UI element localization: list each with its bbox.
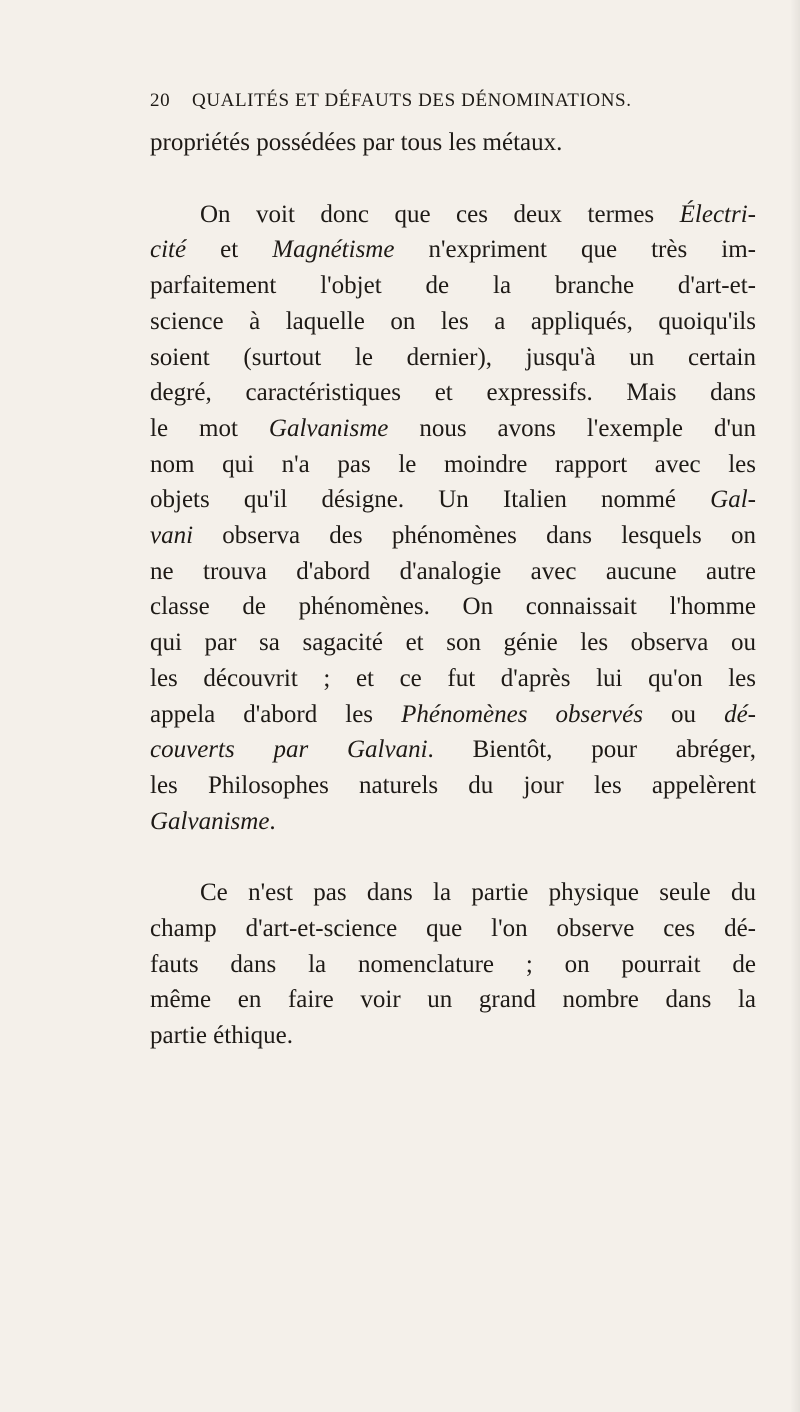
text-line [150,804,756,840]
text-line [150,268,756,304]
running-header [150,90,750,112]
paragraph [150,875,756,1054]
text-line [150,197,756,233]
text-run: propriétés possédées par tous les métaux. [150,129,563,156]
text-line [150,947,756,983]
italic-term: dé- [724,700,756,728]
text-line [150,411,756,447]
text-run: ne trouva d'abord d'analogie avec aucune autre [150,557,756,585]
text-run: n'expriment que très im- [394,236,756,264]
text-run: nous avons l'exemple d'un [388,414,756,442]
text-line [150,447,756,483]
text-run: objets qu'il désigne. Un Italien nommé [150,486,711,514]
text-run: Ce n'est pas dans la partie physique seule du [200,879,756,907]
text-run: classe de phénomènes. On connaissait l'homme [150,593,756,621]
italic-term: Galvanisme [150,807,270,835]
text-run: et [186,236,273,264]
text-run: ou [642,700,725,728]
text-run: observa des phénomènes dans lesquels on [193,522,756,550]
text-line [150,911,756,947]
text-run: partie éthique. [150,1022,293,1050]
running-title: QUALITÉS ET DÉFAUTS DES DÉNOMINATIONS. [192,90,632,111]
text-run: les découvrit ; et ce fut d'après lui qu'on les [150,664,756,692]
paragraph [150,125,756,161]
italic-term: Phénomènes observés [401,700,643,728]
text-line [150,375,756,411]
text-line [150,232,756,268]
text-run: . [269,807,276,835]
italic-term: Électri- [679,200,756,228]
text-run: même en faire voir un grand nombre dans la [150,986,756,1014]
text-line [150,482,756,518]
paragraph-gap [150,839,756,875]
text-run: les Philosophes naturels du jour les appelèrent [150,771,756,799]
text-run: nom qui n'a pas le moindre rapport avec les [150,450,756,478]
paragraph [150,197,756,840]
italic-term: Gal- [710,486,756,514]
text-line [150,589,756,625]
paragraph-gap [150,161,756,197]
text-line [150,625,756,661]
text-line [150,304,756,340]
text-line [150,554,756,590]
body-text [150,125,756,1054]
italic-term: Magnétisme [272,236,395,264]
italic-term: couverts par Galvani [150,736,428,764]
text-line [150,1018,756,1054]
italic-term: Galvanisme [268,414,389,442]
text-line [150,768,756,804]
page-number: 20 [150,90,171,111]
text-run: qui par sa sagacité et son génie les observa ou [150,629,756,657]
text-run: fauts dans la nomenclature ; on pourrait de [150,950,756,978]
text-line [150,732,756,768]
text-line [150,125,756,161]
text-line [150,340,756,376]
italic-term: vani [150,522,194,550]
text-run: champ d'art-et-science que l'on observe ces dé- [150,915,756,943]
text-line [150,875,756,911]
text-line [150,697,756,733]
text-run: On voit donc que ces deux termes [200,200,680,228]
text-line [150,661,756,697]
text-run: soient (surtout le dernier), jusqu'à un certain [150,343,756,371]
italic-term: cité [150,236,187,264]
text-run: . Bientôt, pour abréger, [427,736,756,764]
page-edge-shadow [790,0,800,1412]
text-line [150,518,756,554]
text-run: science à laquelle on les a appliqués, quoiqu'ils [150,307,756,335]
text-run: parfaitement l'objet de la branche d'art-et- [150,272,756,300]
text-run: appela d'abord les [150,700,402,728]
text-run: le mot [150,414,269,442]
text-run: degré, caractéristiques et expressifs. Mais dans [150,379,756,407]
text-line [150,982,756,1018]
